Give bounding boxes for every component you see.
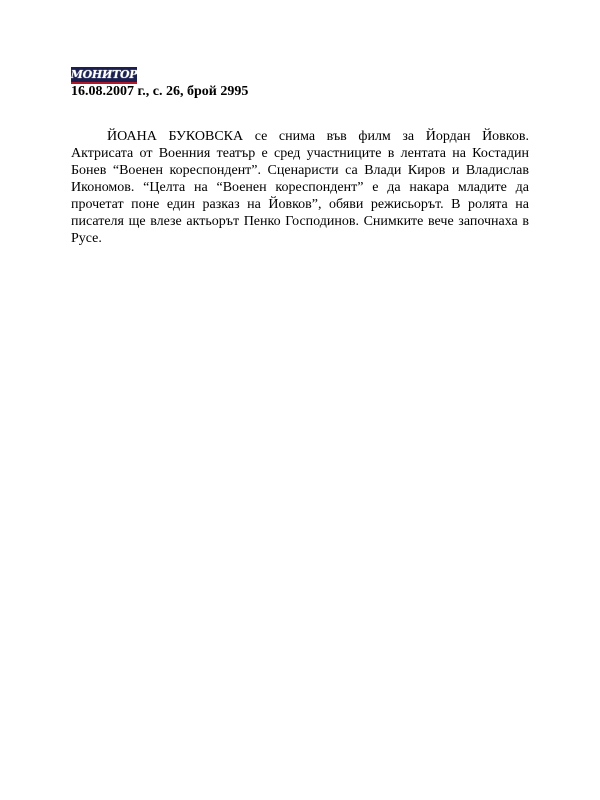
article-body: ЙОАНА БУКОВСКА се снима във филм за Йордан Йовков. Актрисата от Военния театър е сред участниците в лентата на Костадин Бонев “Военен кореспондент”. Сценаристи са Влади Киров и Владислав Икономов. “Целта на “Военен кореспондент” е да накара младите да прочетат поне един разказ на Йовков”, обяви режисьорът. В ролята на писателя ще влезе актьорът Пенко Господинов. Снимките вече започнаха в Русе. (71, 129, 529, 246)
issue-info: 16.08.2007 г., с. 26, брой 2995 (71, 84, 249, 99)
newspaper-logo-text: МОНИТОР (71, 68, 137, 81)
newspaper-logo (71, 67, 137, 84)
